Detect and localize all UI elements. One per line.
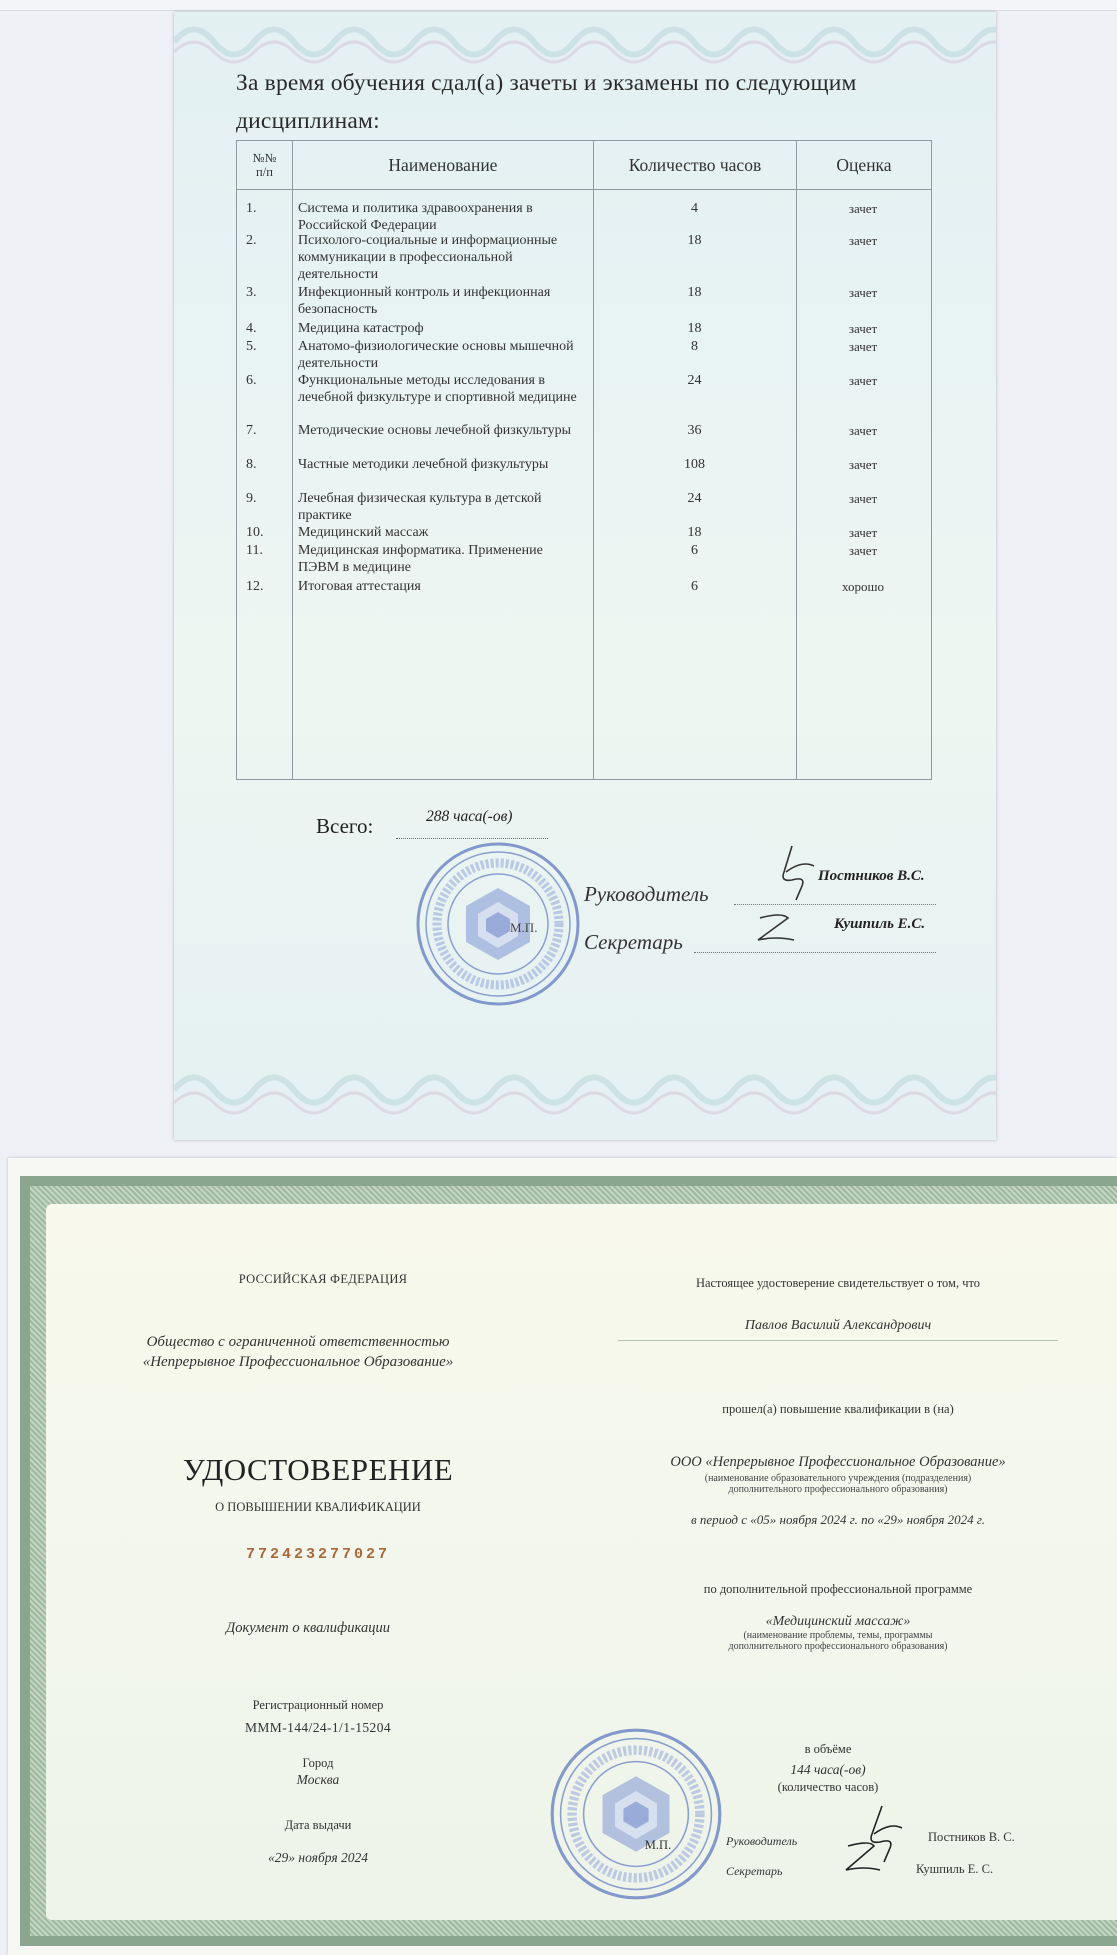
subject-grade: зачет (848, 321, 878, 336)
subject-hours: 108 (684, 457, 705, 472)
subject-number: 12. (246, 579, 264, 594)
decorative-wave-band-bottom (174, 1065, 996, 1120)
viewer-top-bar (0, 0, 1117, 11)
total-underline (396, 838, 548, 839)
program-label: по дополнительной профессиональной программе (703, 1582, 973, 1596)
reg-number: МММ-144/24-1/1-15204 (245, 1720, 391, 1735)
subject-grade: зачет (848, 339, 878, 354)
transcript-heading: За время обучения сдал(а) зачеты и экзамены по следующим дисциплинам: (236, 70, 857, 134)
certificate-head-label: Руководитель (726, 1834, 798, 1848)
subject-hours: 6 (691, 543, 698, 558)
subject-number: 9. (246, 491, 257, 506)
certificate-head-name: Постников В. С. (928, 1830, 1015, 1844)
secretary-name: Кушпиль Е.С. (834, 916, 926, 932)
total-value: 288 часа(-ов) (426, 808, 513, 825)
certificate-secretary-name: Кушпиль Е. С. (916, 1862, 994, 1876)
subject-number: 5. (246, 339, 257, 354)
subject-name: Лечебная физическая культура в детской практике (298, 491, 542, 523)
training-period: в период с «05» ноября 2024 г. по «29» ноября 2024 г. (690, 1512, 986, 1527)
header-grade: Оценка (797, 141, 932, 190)
institution-note-2: дополнительного профессионального образования) (728, 1484, 948, 1495)
subject-hours: 6 (691, 579, 698, 594)
subject-hours: 36 (687, 423, 702, 438)
volume: 144 часа(-ов) (790, 1762, 866, 1777)
transcript-page (174, 12, 996, 1140)
institution-note-1: (наименование образовательного учреждения (подразделения) (704, 1473, 972, 1484)
subject-grade: зачет (848, 491, 878, 506)
subject-name: Медицинская информатика. Применение ПЭВМ в медицине (298, 543, 543, 575)
subject-name: Методические основы лечебной физкультуры (298, 423, 571, 438)
passed-text: прошел(а) повышение квалификации в (на) (722, 1402, 954, 1416)
issue-date-label: Дата выдачи (284, 1818, 352, 1832)
subject-grade: зачет (848, 373, 878, 388)
subject-name: Итоговая аттестация (298, 579, 421, 594)
subject-number: 10. (246, 525, 264, 540)
subject-number: 7. (246, 423, 257, 438)
head-signature (762, 842, 822, 904)
subject-hours: 18 (687, 285, 702, 300)
volume-note: (количество часов) (777, 1780, 879, 1794)
subject-grade: зачет (848, 525, 878, 540)
issue-date: «29» ноября 2024 (268, 1850, 368, 1865)
mp-label: М.П. (510, 920, 538, 935)
subject-number: 2. (246, 233, 257, 248)
header-name: Наименование (292, 141, 593, 190)
program-note-2: дополнительного профессионального образования) (728, 1641, 948, 1652)
subject-hours: 4 (691, 201, 698, 216)
subject-hours: 24 (687, 373, 702, 388)
secretary-signature-line (694, 952, 936, 953)
head-label: Руководитель (584, 882, 709, 906)
holder-rule (618, 1340, 1058, 1341)
country-label: РОССИЙСКАЯ ФЕДЕРАЦИЯ (238, 1272, 408, 1286)
subject-number: 4. (246, 321, 257, 336)
program-name: «Медицинский массаж» (765, 1614, 911, 1629)
subject-grade: зачет (848, 201, 878, 216)
certificate-seal-stamp (548, 1726, 724, 1902)
head-name: Постников В.С. (818, 868, 925, 884)
volume-label: в объёме (804, 1742, 852, 1756)
subject-grade: зачет (848, 285, 878, 300)
certificate-secretary-label: Секретарь (726, 1864, 783, 1878)
subjects-header-row (237, 141, 932, 190)
program-note-1: (наименование проблемы, темы, программы (743, 1630, 933, 1641)
reg-number-label: Регистрационный номер (252, 1698, 384, 1712)
head-signature-line (734, 904, 936, 905)
subject-name: Частные методики лечебной физкультуры (298, 457, 549, 472)
seal-stamp (414, 840, 582, 1008)
subject-number: 1. (246, 201, 257, 216)
subject-name: Функциональные методы исследования в лечебной физкультуре и спортивной медицине (298, 373, 577, 405)
subject-hours: 24 (687, 491, 702, 506)
subject-grade: зачет (848, 457, 878, 472)
subject-hours: 18 (687, 321, 702, 336)
decorative-wave-band-top (174, 12, 996, 67)
header-hours: Количество часов (593, 141, 796, 190)
org-line2: «Непрерывное Профессиональное Образование» (142, 1354, 454, 1370)
subject-number: 8. (246, 457, 257, 472)
subject-name: Медицинский массаж (298, 525, 429, 540)
subject-grade: хорошо (841, 579, 884, 594)
subject-name: Система и политика здравоохранения в Российской Федерации (298, 201, 533, 233)
certificate-signatures (838, 1798, 918, 1878)
secretary-label: Секретарь (584, 930, 683, 954)
subject-name: Анатомо-физиологические основы мышечной деятельности (298, 339, 574, 371)
city-label: Город (302, 1756, 334, 1770)
city: Москва (296, 1772, 340, 1787)
subject-name: Инфекционный контроль и инфекционная безопасность (298, 285, 551, 317)
subject-grade: зачет (848, 543, 878, 558)
holder-name: Павлов Василий Александрович (744, 1318, 932, 1333)
subject-hours: 18 (687, 525, 702, 540)
subject-grade: зачет (848, 233, 878, 248)
document-title: УДОСТОВЕРЕНИЕ (182, 1452, 454, 1487)
subject-hours: 18 (687, 233, 702, 248)
org-line1: Общество с ограниченной ответственностью (146, 1334, 450, 1350)
subject-number: 3. (246, 285, 257, 300)
header-num: №№ п/п (237, 141, 293, 190)
document-type: Документ о квалификации (226, 1620, 390, 1636)
document-subtitle: О ПОВЫШЕНИИ КВАЛИФИКАЦИИ (215, 1500, 421, 1514)
subject-grade: зачет (848, 423, 878, 438)
certificate-page (8, 1158, 1117, 1955)
subject-number: 11. (246, 543, 263, 558)
subject-name: Психолого-социальные и информационные коммуникации в профессиональной деятельности (298, 233, 558, 282)
institution-name: ООО «Непрерывное Профессиональное Образование» (670, 1454, 1006, 1470)
subject-name: Медицина катастроф (298, 321, 424, 336)
subject-number: 6. (246, 373, 257, 388)
total-label: Всего: (316, 814, 374, 838)
attests-text: Настоящее удостоверение свидетельствует о том, что (695, 1276, 981, 1290)
serial-number: 772423277027 (245, 1546, 391, 1563)
subject-hours: 8 (691, 339, 698, 354)
secretary-signature (752, 910, 800, 946)
certificate-mp-label: М.П. (644, 1838, 672, 1852)
